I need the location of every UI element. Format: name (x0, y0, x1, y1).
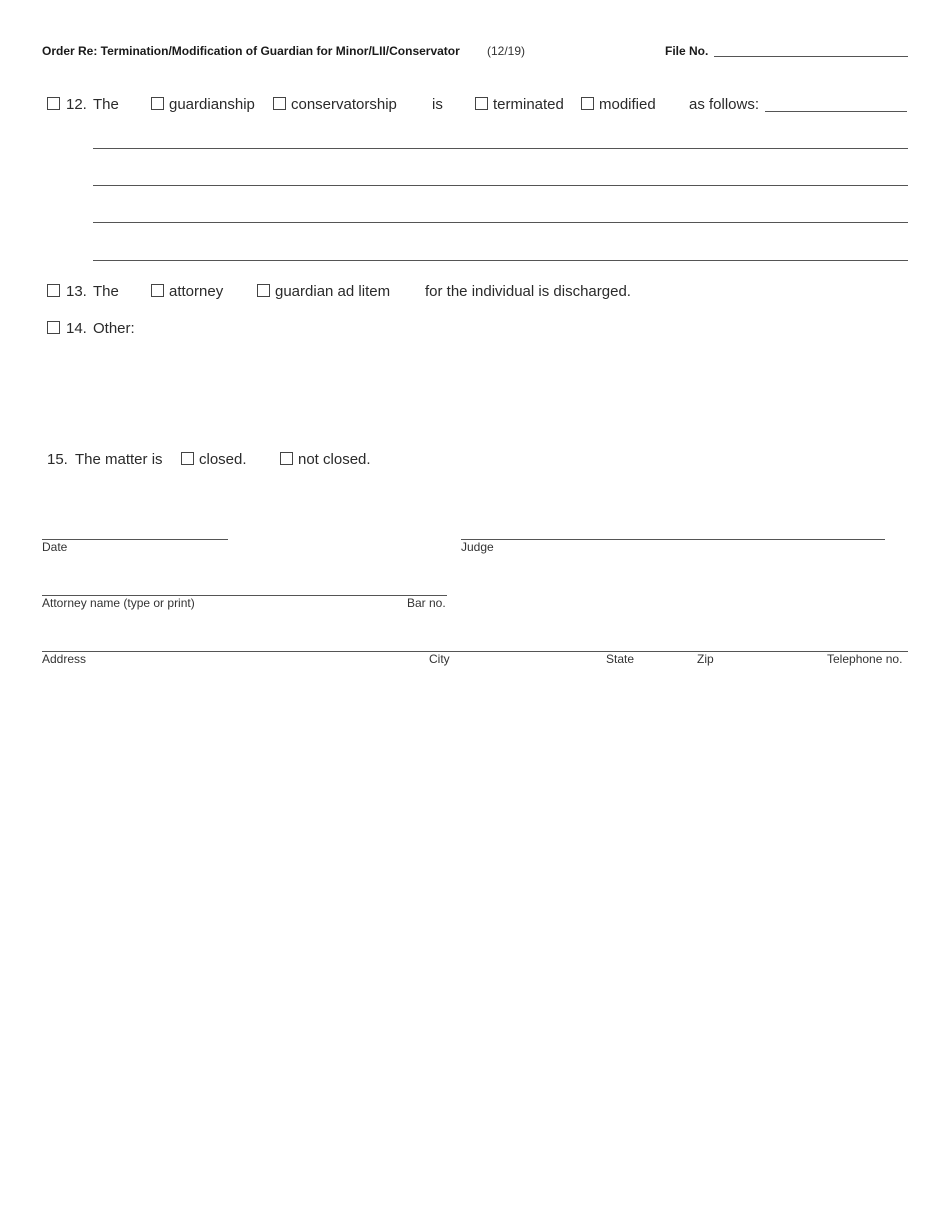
modified-checkbox[interactable] (581, 97, 594, 110)
attorney-name-label: Attorney name (type or print) (42, 596, 195, 610)
state-label: State (606, 652, 635, 666)
attorney-checkbox[interactable] (151, 284, 164, 297)
modified-label: modified (599, 96, 656, 113)
guardian-ad-litem-label: guardian ad litem (275, 283, 391, 300)
terminated-label: terminated (493, 96, 564, 113)
as-follows-label: as follows: (689, 96, 760, 113)
closed-label: closed. (199, 451, 247, 468)
as-follows-line-2[interactable] (93, 185, 908, 186)
not-closed-checkbox[interactable] (280, 452, 293, 465)
item14-checkbox[interactable] (47, 321, 60, 334)
item12-number: 12. (66, 96, 87, 113)
item12-verb: is (432, 96, 443, 113)
form-title: Order Re: Termination/Modification of Guardian for Minor/LII/Conservator (42, 44, 460, 58)
item13-number: 13. (66, 283, 87, 300)
as-follows-line-4[interactable] (93, 260, 908, 261)
conservatorship-checkbox[interactable] (273, 97, 286, 110)
item13-checkbox[interactable] (47, 284, 60, 297)
address-field[interactable] (42, 651, 908, 652)
attorney-label: attorney (169, 283, 224, 300)
closed-checkbox[interactable] (181, 452, 194, 465)
guardian-ad-litem-checkbox[interactable] (257, 284, 270, 297)
date-field[interactable] (42, 539, 228, 540)
guardianship-label: guardianship (169, 96, 255, 113)
telephone-label: Telephone no. (827, 652, 903, 666)
not-closed-label: not closed. (298, 451, 371, 468)
bar-no-label: Bar no. (407, 596, 446, 610)
form-revision: (12/19) (487, 44, 526, 58)
item15-number: 15. (47, 451, 68, 468)
conservatorship-label: conservatorship (291, 96, 397, 113)
item14-label: Other: (93, 320, 135, 337)
date-label: Date (42, 540, 68, 554)
as-follows-field[interactable] (765, 111, 907, 112)
guardianship-checkbox[interactable] (151, 97, 164, 110)
item14-number: 14. (66, 320, 87, 337)
judge-signature-field[interactable] (461, 539, 885, 540)
item15-lead: The matter is (75, 451, 163, 468)
item12-checkbox[interactable] (47, 97, 60, 110)
city-label: City (429, 652, 450, 666)
terminated-checkbox[interactable] (475, 97, 488, 110)
file-no-field[interactable] (714, 56, 908, 57)
address-label: Address (42, 652, 87, 666)
zip-label: Zip (697, 652, 714, 666)
item12-lead: The (93, 96, 119, 113)
item13-lead: The (93, 283, 119, 300)
judge-label: Judge (461, 540, 494, 554)
as-follows-line-3[interactable] (93, 222, 908, 223)
item13-tail: for the individual is discharged. (425, 283, 631, 300)
as-follows-line-1[interactable] (93, 148, 908, 149)
file-no-label: File No. (665, 44, 709, 58)
